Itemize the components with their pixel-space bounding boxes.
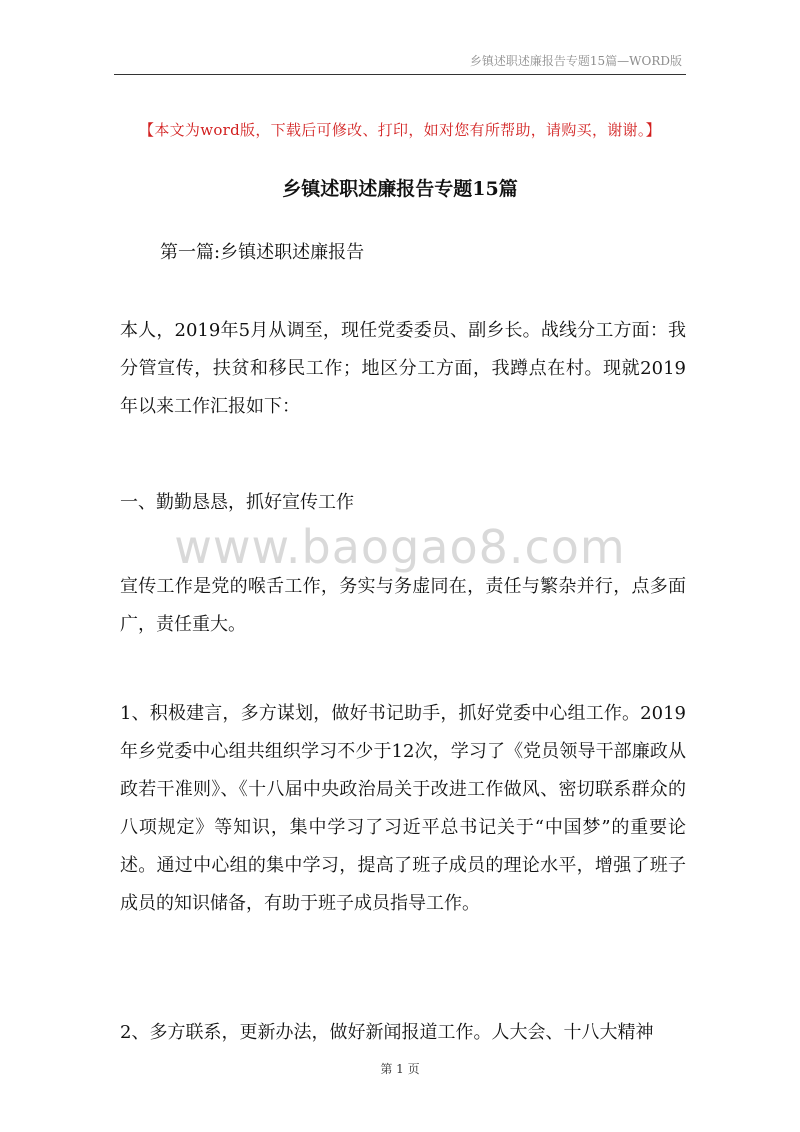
purchase-notice: 【本文为word版，下载后可修改、打印，如对您有所帮助，请购买，谢谢。】	[139, 121, 661, 139]
document-title: 乡镇述职述廉报告专题15篇	[282, 178, 518, 200]
paragraph-item-2: 2、多方联系，更新办法，做好新闻报道工作。人大会、十八大精神	[120, 1022, 654, 1043]
section-subheading: 第一篇:乡镇述职述廉报告	[160, 242, 365, 263]
paragraph-intro: 本人，2019年5月从调至，现任党委委员、副乡长。战线分工方面：我分管宣传，扶贫和移民工作；地区分工方面，我蹲点在村。现就2019年以来工作汇报如下：	[120, 320, 686, 417]
paragraph-heading-propaganda: 一、勤勤恳恳，抓好宣传工作	[120, 492, 354, 513]
paragraph-propaganda-overview: 宣传工作是党的喉舌工作，务实与务虚同在，责任与繁杂并行，点多面广，责任重大。	[120, 576, 686, 635]
page-number: 第 1 页	[380, 1062, 420, 1076]
paragraph-item-1: 1、积极建言，多方谋划，做好书记助手，抓好党委中心组工作。2019年乡党委中心组共组织学习不少于12次，学习了《党员领导干部廉政从政若干准则》、《十八届中央政治局关于改进工作做风、密切联系群众的八项规定》等知识，集中学习了习近平总书记关于“中国梦”的重要论述。通过中心组的集中学习，提高了班子成员的理论水平，增强了班子成员的知识储备，有助于班子成员指导工作。	[120, 703, 686, 914]
running-header: 乡镇述职述廉报告专题15篇—WORD版	[469, 54, 682, 68]
site-watermark: www.baogao8.com	[174, 520, 626, 574]
header-divider	[114, 74, 686, 75]
